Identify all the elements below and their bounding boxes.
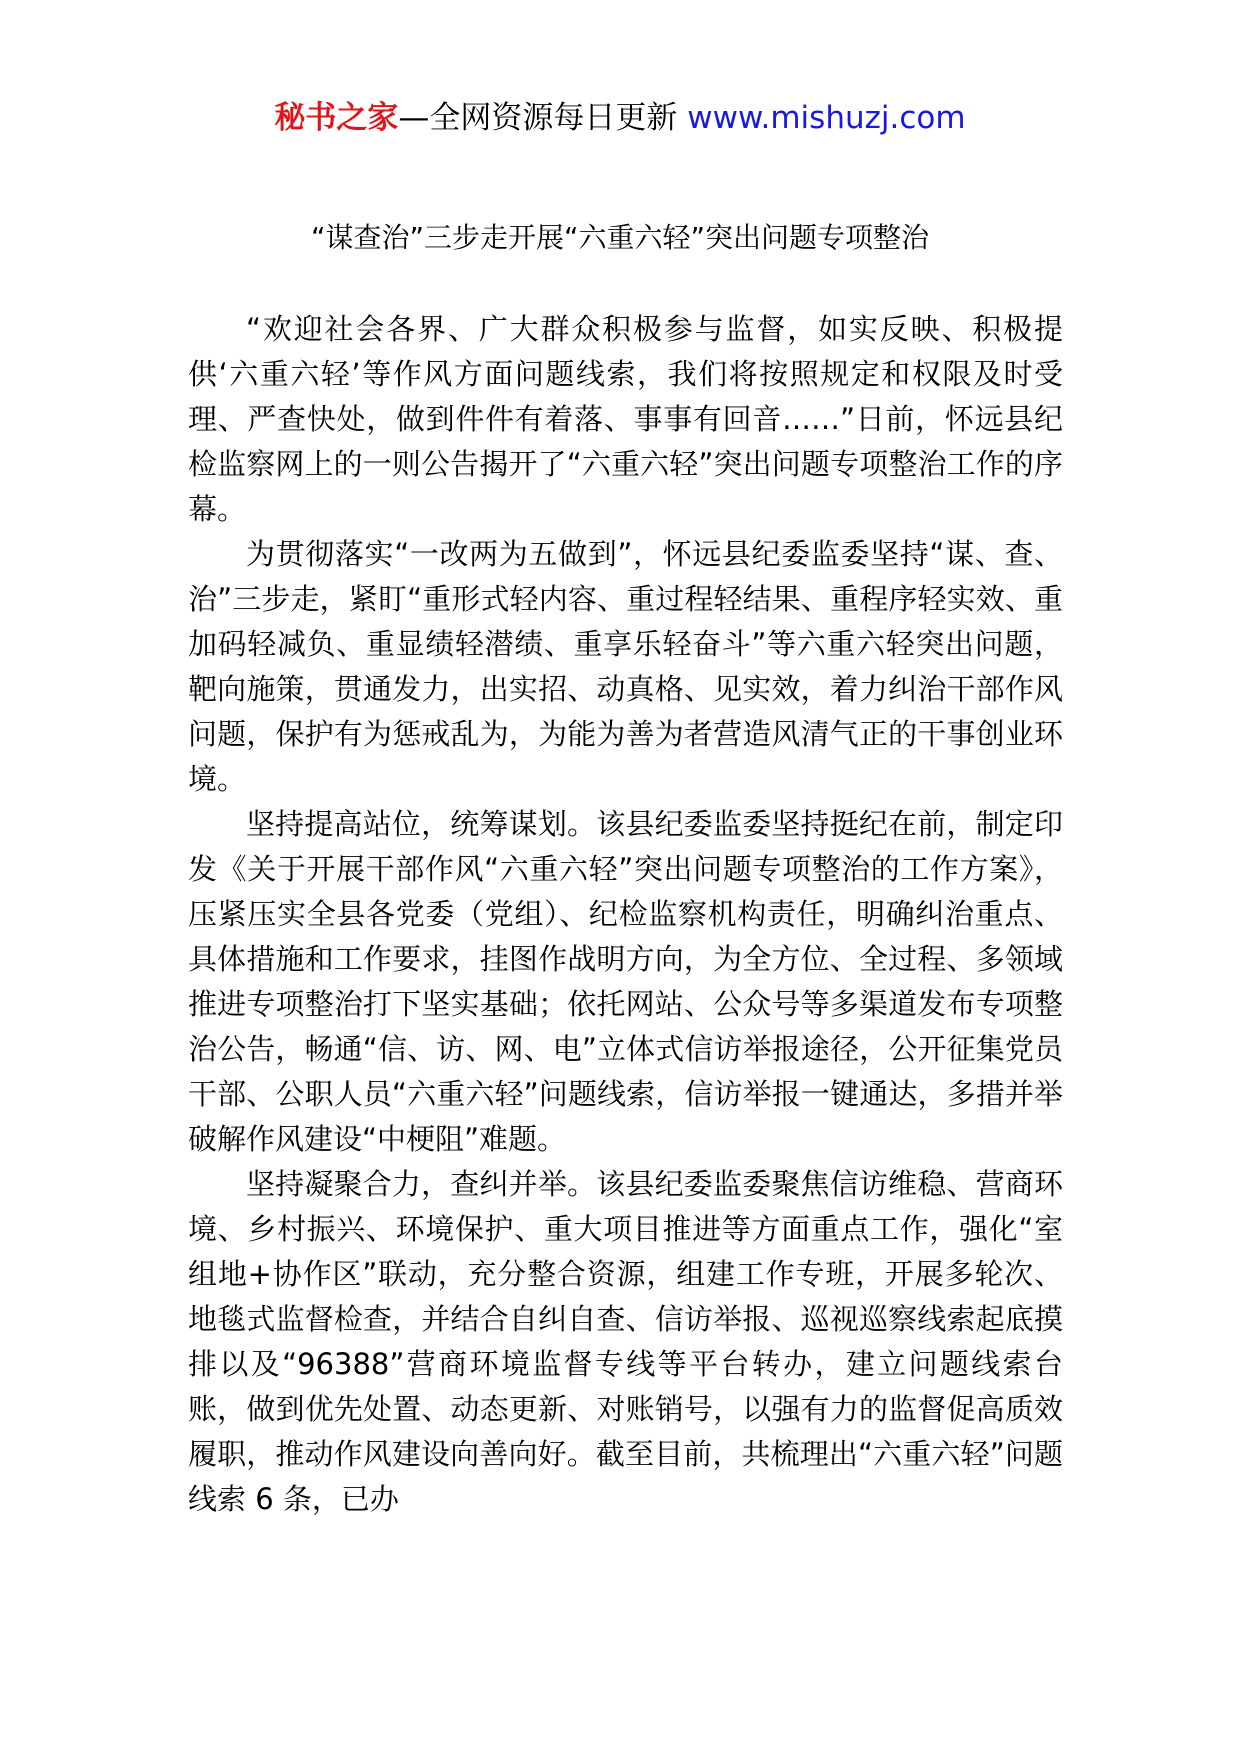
site-url: www.mishuzj.com	[687, 100, 966, 136]
paragraph: 坚持提高站位，统筹谋划。该县纪委监委坚持挺纪在前，制定印发《关于开展干部作风“六重六轻”突出问题专项整治的工作方案》，压紧压实全县各党委（党组）、纪检监察机构责任，明确纠治重点、具体措施和工作要求，挂图作战明方向，为全方位、全过程、多领域推进专项整治打下坚实基础；依托网站、公众号等多渠道发布专项整治公告，畅通“信、访、网、电”立体式信访举报途径，公开征集党员干部、公职人员“六重六轻”问题线索，信访举报一键通达，多措并举破解作风建设“中梗阻”难题。	[188, 807, 1063, 1156]
site-header	[0, 98, 1240, 138]
site-brand: 秘书之家	[274, 100, 399, 136]
document-body	[188, 307, 1063, 1522]
paragraph: 为贯彻落实“一改两为五做到”，怀远县纪委监委坚持“谋、查、治”三步走，紧盯“重形式轻内容、重过程轻结果、重程序轻实效、重加码轻减负、重显绩轻潜绩、重享乐轻奋斗”等六重六轻突出问题，靶向施策，贯通发力，出实招、动真格、见实效，着力纠治干部作风问题，保护有为惩戒乱为，为能为善为者营造风清气正的干事创业环境。	[188, 537, 1063, 796]
site-tagline: —全网资源每日更新	[398, 100, 688, 136]
paragraph: 坚持凝聚合力，查纠并举。该县纪委监委聚焦信访维稳、营商环境、乡村振兴、环境保护、重大项目推进等方面重点工作，强化“室组地+协作区”联动，充分整合资源，组建工作专班，开展多轮次、地毯式监督检查，并结合自纠自查、信访举报、巡视巡察线索起底摸排以及“96388”营商环境监督专线等平台转办，建立问题线索台账，做到优先处置、动态更新、对账销号，以强有力的监督促高质效履职，推动作风建设向善向好。截至目前，共梳理出“六重六轻”问题线索 6 条，已办	[188, 1167, 1063, 1516]
document-title: “谋查治”三步走开展“六重六轻”突出问题专项整治	[310, 221, 930, 254]
paragraph: “欢迎社会各界、广大群众积极参与监督，如实反映、积极提供‘六重六轻’等作风方面问题线索，我们将按照规定和权限及时受理、严查快处，做到件件有着落、事事有回音……”日前，怀远县纪检监察网上的一则公告揭开了“六重六轻”突出问题专项整治工作的序幕。	[188, 312, 1063, 526]
